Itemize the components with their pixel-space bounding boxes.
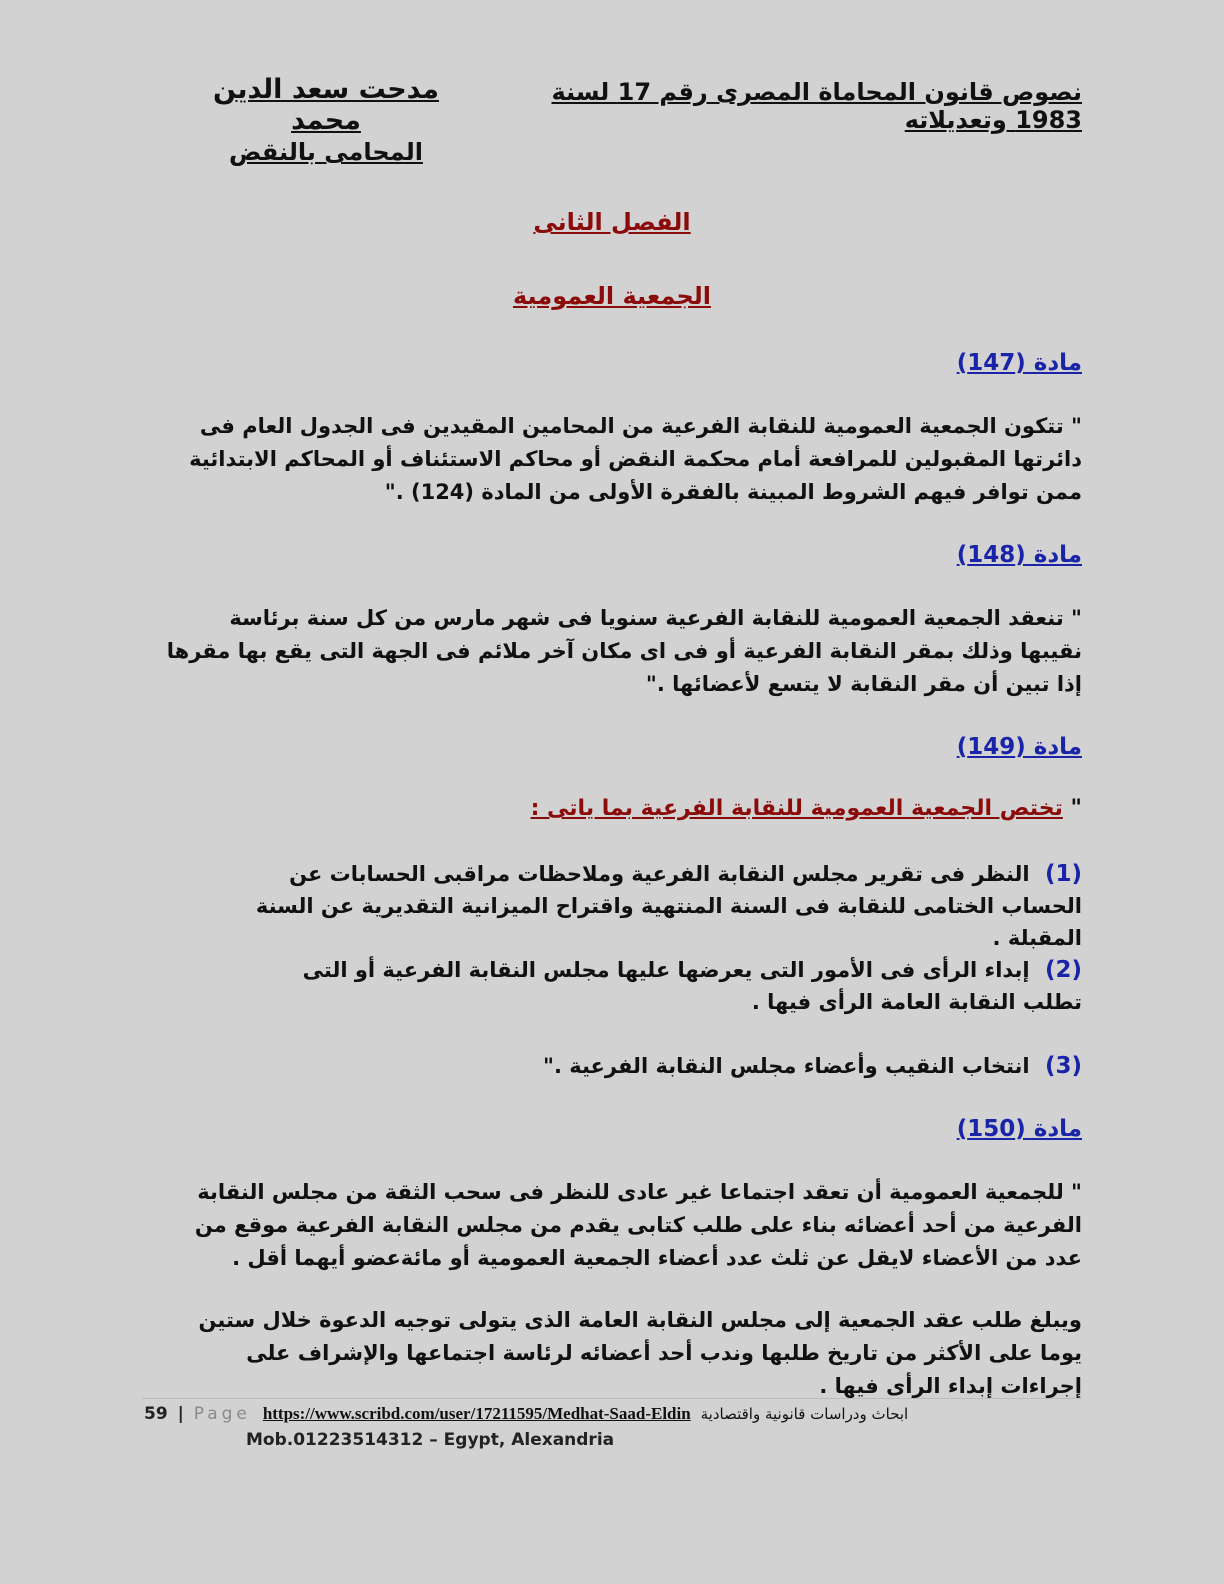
author-title: المحامى بالنقض: [229, 138, 423, 166]
book-title-header: نصوص قانون المحاماة المصرى رقم 17 لسنة 1983 وتعديلاته: [551, 78, 1082, 134]
author-name: مدحت سعد الدين محمد: [213, 74, 439, 136]
footer-separator: |: [177, 1404, 184, 1424]
article-heading-150: مادة (150): [956, 1116, 1082, 1142]
intro-text: تختص الجمعية العمومية للنقابة الفرعية بما ياتى :: [530, 796, 1063, 821]
article-heading-149: مادة (149): [956, 734, 1082, 760]
article-text-150: " للجمعية العمومية أن تعقد اجتماعا غير عادى للنظر فى سحب الثقة من مجلس النقابة الفرعية من أحد أعضائه بناء على طلب كتابى يقدم من مجلس النقابة الفرعية موقع من عدد من الأعضاء لايقل عن ثلث عدد أعضاء الجمعية العمومية أو مائةعضو أيهما أقل .: [194, 1180, 1082, 1270]
article-intro-149: [531, 796, 1082, 821]
footer-contact: Mob.01223514312 – Egypt, Alexandria: [246, 1430, 615, 1450]
intro-quote: ": [1070, 796, 1082, 821]
footer-divider: [142, 1398, 1082, 1399]
footer-arabic-label: ابحاث ودراسات قانونية واقتصادية: [700, 1405, 909, 1423]
scribd-link[interactable]: https://www.scribd.com/user/17211595/Medhat-Saad-Eldin: [262, 1404, 691, 1423]
article-text-147: " تتكون الجمعية العمومية للنقابة الفرعية من المحامين المقيدين فى الجدول العام فى دائرتها المقبولين للمرافعة أمام محكمة النقض أو محاكم الاستئناف أو المحاكم الابتدائية ممن توافر فيهم الشروط المبينة بالفقرة الأولى من المادة (124) .": [189, 414, 1082, 504]
list-item: [242, 1050, 1082, 1082]
item-text: انتخاب النقيب وأعضاء مجلس النقابة الفرعية .": [543, 1054, 1030, 1078]
section-title: الجمعية العمومية: [512, 282, 711, 310]
item-text: النظر فى تقرير مجلس النقابة الفرعية وملاحظات مراقبى الحسابات عن الحساب الختامى للنقابة فى السنة المنتهية واقتراح الميزانية التقديرية عن السنة المقبلة .: [255, 862, 1082, 950]
footer-bottom-divider: [142, 1456, 1082, 1457]
item-text: إبداء الرأى فى الأمور التى يعرضها عليها مجلس النقابة الفرعية أو التى تطلب النقابة العامة الرأى فيها .: [302, 958, 1082, 1014]
article-text-148: " تنعقد الجمعية العمومية للنقابة الفرعية سنويا فى شهر مارس من كل سنة برئاسة نقيبها وذلك بمقر النقابة الفرعية أو فى اى مكان آخر ملائم فى الجهة التى يقع بها مقرها إذا تبين أن مقر النقابة لا يتسع لأعضائها .": [166, 606, 1082, 696]
author-block: [186, 74, 466, 166]
page-number: 59: [144, 1404, 168, 1424]
item-number: (2): [1044, 957, 1082, 983]
list-item: [242, 858, 1082, 954]
page-footer: [144, 1404, 1084, 1424]
item-number: (3): [1044, 1053, 1082, 1079]
item-number: (1): [1044, 861, 1082, 887]
article-heading-147: مادة (147): [956, 350, 1082, 376]
article-text-150-part2: ويبلغ طلب عقد الجمعية إلى مجلس النقابة العامة الذى يتولى توجيه الدعوة خلال ستين يوما على الأكثر من تاريخ طلبها وندب أحد أعضائه لرئاسة اجتماعها والإشراف على إجراءات إبداء الرأى فيها .: [198, 1308, 1082, 1398]
article-heading-148: مادة (148): [956, 542, 1082, 568]
chapter-title: الفصل الثانى: [533, 208, 691, 236]
list-item: [242, 954, 1082, 1018]
page-word: Page: [193, 1404, 251, 1424]
